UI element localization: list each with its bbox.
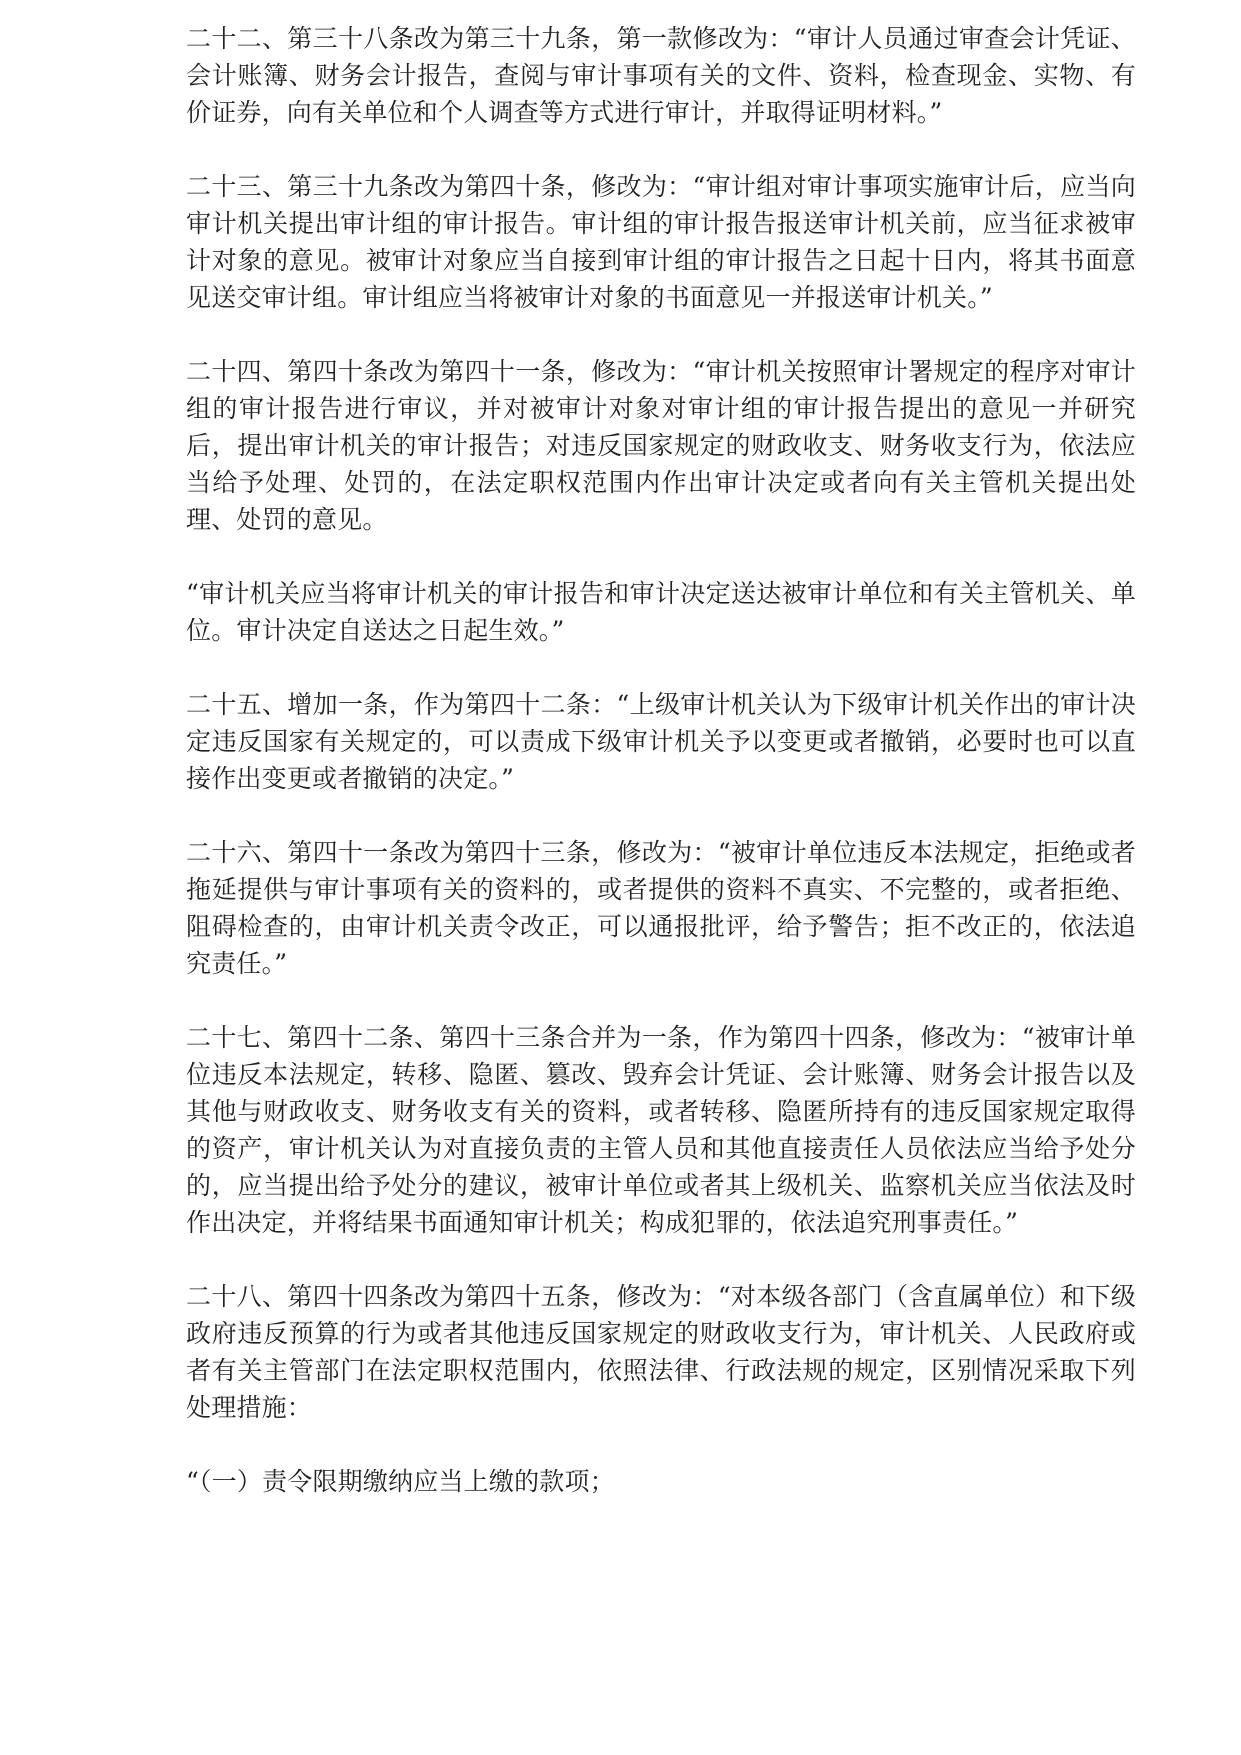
paragraph-28: 二十八、第四十四条改为第四十五条，修改为：“对本级各部门（含直属单位）和下级政府违反预算的行为或者其他违反国家规定的财政收支行为，审计机关、人民政府或者有关主管部门在法定职权范围内，依照法律、行政法规的规定，区别情况采取下列处理措施： [186,1282,1136,1422]
document-page [186,20,1136,1500]
paragraph-26: 二十六、第四十一条改为第四十三条，修改为：“被审计单位违反本法规定，拒绝或者拖延提供与审计事项有关的资料的，或者提供的资料不真实、不完整的，或者拒绝、阻碍检查的，由审计机关责令改正，可以通报批评，给予警告；拒不改正的，依法追究责任。” [186,838,1136,978]
paragraph-24-continued: “审计机关应当将审计机关的审计报告和审计决定送达被审计单位和有关主管机关、单位。审计决定自送达之日起生效。” [186,579,1136,645]
paragraph-22: 二十二、第三十八条改为第三十九条，第一款修改为：“审计人员通过审查会计凭证、会计账簿、财务会计报告，查阅与审计事项有关的文件、资料，检查现金、实物、有价证券，向有关单位和个人调查等方式进行审计，并取得证明材料。” [186,24,1136,127]
paragraph-27: 二十七、第四十二条、第四十三条合并为一条，作为第四十四条，修改为：“被审计单位违反本法规定，转移、隐匿、篡改、毁弃会计凭证、会计账簿、财务会计报告以及其他与财政收支、财务收支有关的资料，或者转移、隐匿所持有的违反国家规定取得的资产，审计机关认为对直接负责的主管人员和其他直接责任人员依法应当给予处分的，应当提出给予处分的建议，被审计单位或者其上级机关、监察机关应当依法及时作出决定，并将结果书面通知审计机关；构成犯罪的，依法追究刑事责任。” [186,1023,1136,1237]
paragraph-24: 二十四、第四十条改为第四十一条，修改为：“审计机关按照审计署规定的程序对审计组的审计报告进行审议，并对被审计对象对审计组的审计报告提出的意见一并研究后，提出审计机关的审计报告；对违反国家规定的财政收支、财务收支行为，依法应当给予处理、处罚的，在法定职权范围内作出审计决定或者向有关主管机关提出处理、处罚的意见。 [186,357,1136,534]
paragraph-23: 二十三、第三十九条改为第四十条，修改为：“审计组对审计事项实施审计后，应当向审计机关提出审计组的审计报告。审计组的审计报告报送审计机关前，应当征求被审计对象的意见。被审计对象应当自接到审计组的审计报告之日起十日内，将其书面意见送交审计组。审计组应当将被审计对象的书面意见一并报送审计机关。” [186,172,1136,312]
paragraph-28-item-1: “（一）责令限期缴纳应当上缴的款项； [186,1467,615,1496]
paragraph-25: 二十五、增加一条，作为第四十二条：“上级审计机关认为下级审计机关作出的审计决定违反国家有关规定的，可以责成下级审计机关予以变更或者撤销，必要时也可以直接作出变更或者撤销的决定。” [186,690,1136,793]
